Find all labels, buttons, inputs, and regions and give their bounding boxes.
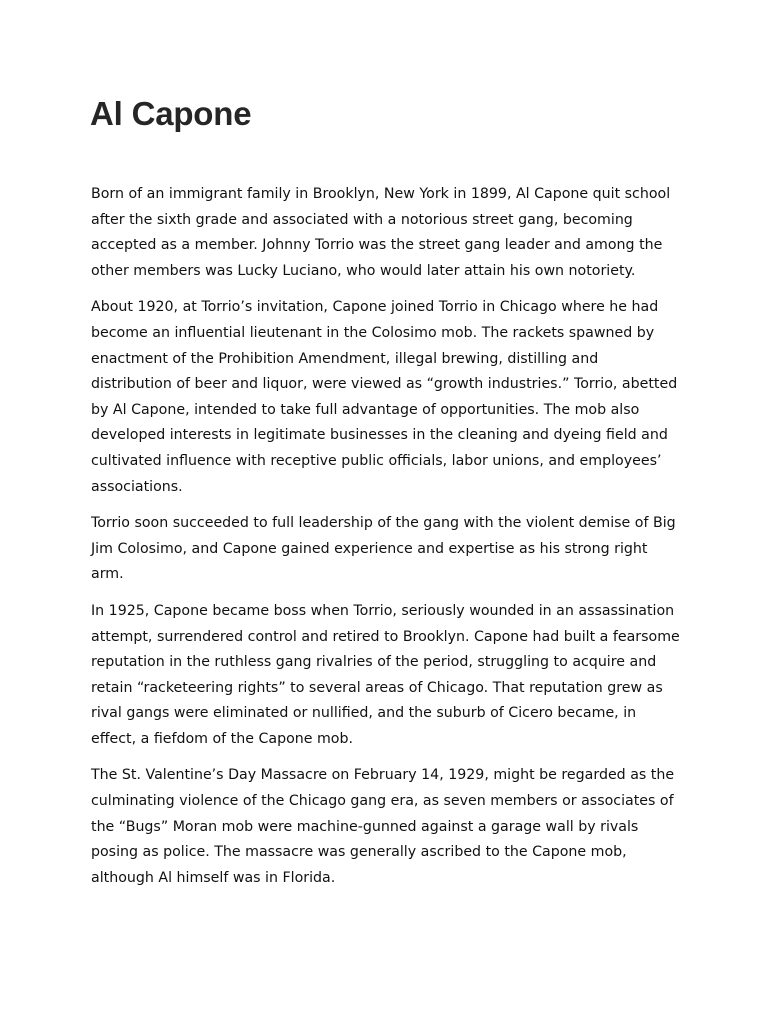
paragraph-5: The St. Valentine’s Day Massacre on February 14, 1929, might be regarded as the culminating violence of the Chicago gang era, as seven members or associates of the “Bugs” Moran mob were machine-gunned against a garage wall by rivals posing as police. The massacre was generally ascribed to the Capone mob, although Al himself was in Florida. xyxy=(91,767,675,886)
paragraph-4: In 1925, Capone became boss when Torrio, seriously wounded in an assassination attempt, surrendered control and retired to Brooklyn. Capone had built a fearsome reputation in the ruthless gang rivalries of the period, struggling to acquire and retain “racketeering rights” to several areas of Chicago. That reputation grew as rival gangs were eliminated or nullified, and the suburb of Cicero became, in effect, a fiefdom of the Capone mob. xyxy=(91,602,680,747)
paragraph-1: Born of an immigrant family in Brooklyn, New York in 1899, Al Capone quit school after the sixth grade and associated with a notorious street gang, becoming accepted as a member. Johnny Torrio was the street gang leader and among the other members was Lucky Luciano, who would later attain his own notoriety. xyxy=(91,186,671,279)
document-body xyxy=(91,182,681,902)
page-title: Al Capone xyxy=(90,95,252,132)
paragraph-2: About 1920, at Torrio’s invitation, Capone joined Torrio in Chicago where he had become an influential lieutenant in the Colosimo mob. The rackets spawned by enactment of the Prohibition Amendment, illegal brewing, distilling and distribution of beer and liquor, were viewed as “growth industries.” Torrio, abetted by Al Capone, intended to take full advantage of opportunities. The mob also developed interests in legitimate businesses in the cleaning and dyeing field and cultivated influence with receptive public officials, labor unions, and employees’ associations. xyxy=(91,299,678,495)
paragraph-3: Torrio soon succeeded to full leadership of the gang with the violent demise of Big Jim Colosimo, and Capone gained experience and expertise as his strong right arm. xyxy=(91,515,676,583)
